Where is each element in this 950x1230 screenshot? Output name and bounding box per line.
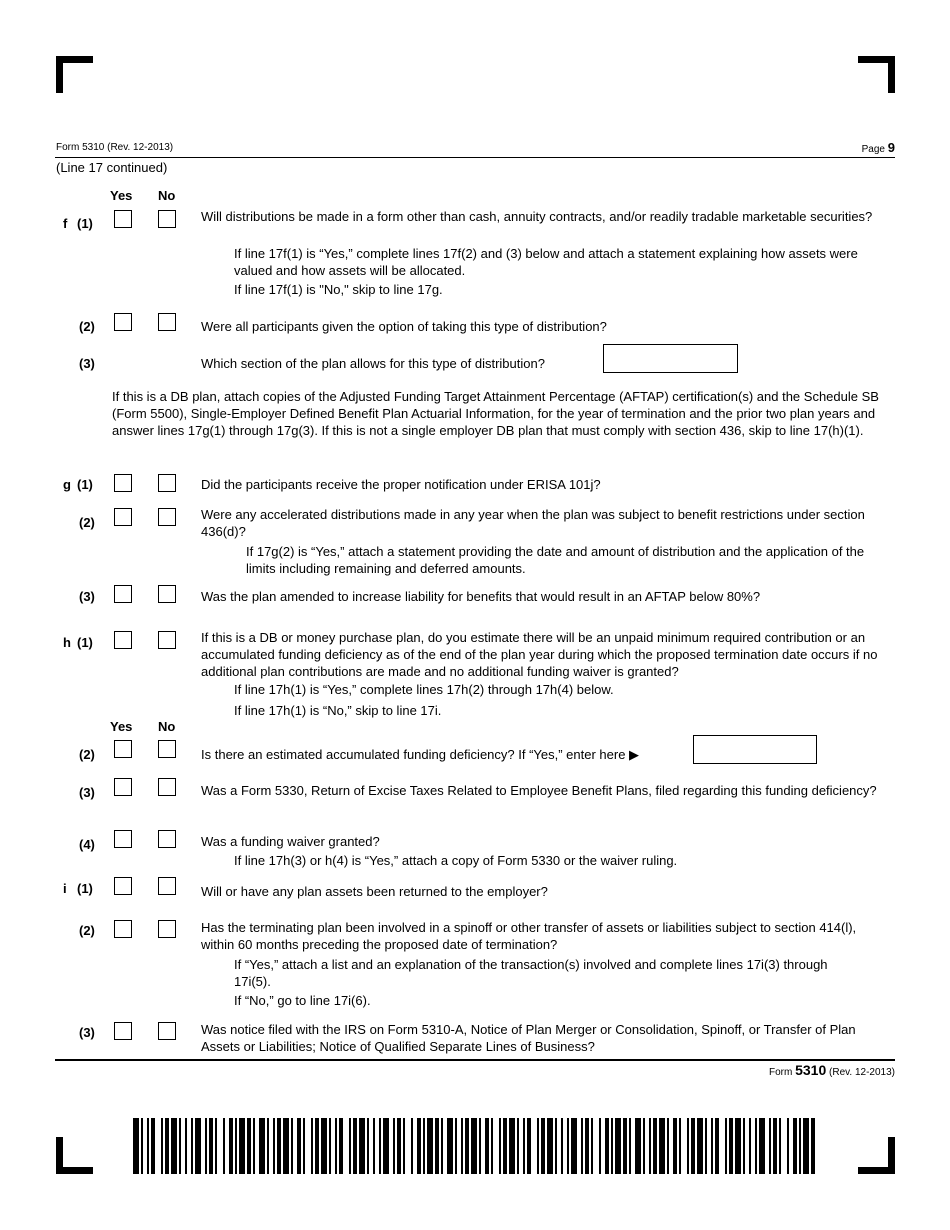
header-rule [55, 157, 895, 158]
line-g2-number: (2) [79, 515, 95, 530]
g3-yes-checkbox[interactable] [114, 585, 132, 603]
i2-note-no: If “No,” go to line 17i(6). [234, 993, 371, 1008]
g2-question: Were any accelerated distributions made in any year when the plan was subject to benefit restrictions under section 436(d)? [201, 507, 865, 539]
i1-no-checkbox[interactable] [158, 877, 176, 895]
line-h2-number: (2) [79, 747, 95, 762]
form-label: Form 5310 (Rev. 12-2013) [56, 142, 174, 153]
h3-question: Was a Form 5330, Return of Excise Taxes Related to Employee Benefit Plans, filed regarding this funding deficiency? [201, 783, 877, 798]
i3-yes-checkbox[interactable] [114, 1022, 132, 1040]
line-i1-number: (1) [77, 881, 93, 896]
h1-question: If this is a DB or money purchase plan, do you estimate there will be an unpaid minimum required contribution or an accumulated funding deficiency as of the end of the plan year during which the proposed termination date occurs if no additional plan contributions are made and no additional funding waiver is granted? [201, 630, 878, 679]
h4-note: If line 17h(3) or h(4) is “Yes,” attach a copy of Form 5330 or the waiver ruling. [234, 853, 678, 868]
h1-note-yes: If line 17h(1) is “Yes,” complete lines 17h(2) through 17h(4) below. [234, 682, 614, 697]
line-f1-number: (1) [77, 216, 93, 231]
g1-yes-checkbox[interactable] [114, 474, 132, 492]
f1-question: Will distributions be made in a form other than cash, annuity contracts, and/or readily tradable marketable securities? [201, 209, 873, 224]
f2-yes-checkbox[interactable] [114, 313, 132, 331]
h3-no-checkbox[interactable] [158, 778, 176, 796]
f1-no-checkbox[interactable] [158, 210, 176, 228]
line-g1-number: (1) [77, 477, 93, 492]
page-number [862, 140, 895, 155]
f1-note-yes: If line 17f(1) is “Yes,” complete lines 17f(2) and (3) below and attach a statement explaining how assets were valued and how assets will be allocated. [234, 246, 858, 278]
i2-yes-checkbox[interactable] [114, 920, 132, 938]
h2-yes-checkbox[interactable] [114, 740, 132, 758]
corner-mark-bottom-left-v [56, 1137, 63, 1174]
line-g3-number: (3) [79, 589, 95, 604]
h1-yes-checkbox[interactable] [114, 631, 132, 649]
line-h1-number: (1) [77, 635, 93, 650]
g2-yes-checkbox[interactable] [114, 508, 132, 526]
g1-no-checkbox[interactable] [158, 474, 176, 492]
i2-no-checkbox[interactable] [158, 920, 176, 938]
footer-form-word: Form [768, 1067, 793, 1078]
yes-column-header-repeat: Yes [110, 719, 133, 734]
i3-question: Was notice filed with the IRS on Form 5310-A, Notice of Plan Merger or Consolidation, Spinoff, or Transfer of Plan Assets or Liabilities; Notice of Qualified Separate Lines of Business? [201, 1022, 856, 1054]
footer-rule [55, 1059, 895, 1061]
f2-question: Were all participants given the option of taking this type of distribution? [201, 319, 607, 334]
g3-no-checkbox[interactable] [158, 585, 176, 603]
line-h3-number: (3) [79, 785, 95, 800]
line-f2-number: (2) [79, 319, 95, 334]
line-f3-number: (3) [79, 356, 95, 371]
f2-no-checkbox[interactable] [158, 313, 176, 331]
i1-yes-checkbox[interactable] [114, 877, 132, 895]
barcode-image [133, 1118, 815, 1174]
form-footer [769, 1062, 895, 1078]
db-plan-instructions: If this is a DB plan, attach copies of the Adjusted Funding Target Attainment Percentage (AFTAP) certification(s) and the Schedule SB (Form 5500), Single-Employer Defined Benefit Plan Actuarial Information, for the year of termination and the prior two plan years and answer lines 17g(1) through 17g(3). If this is not a single employer DB plan that must comply with section 436, skip to line 17(h)(1). [112, 389, 879, 438]
corner-mark-top-left-v [56, 56, 63, 93]
line-i2-number: (2) [79, 923, 95, 938]
line-letter-g: g [63, 477, 71, 492]
no-column-header-repeat: No [158, 719, 176, 734]
line-letter-h: h [63, 635, 71, 650]
f1-note-no: If line 17f(1) is "No," skip to line 17g. [234, 282, 443, 297]
h2-no-checkbox[interactable] [158, 740, 176, 758]
g1-question: Did the participants receive the proper notification under ERISA 101j? [201, 477, 601, 492]
no-column-header: No [158, 188, 176, 203]
page-prefix: Page [861, 144, 885, 155]
line-letter-f: f [63, 216, 68, 231]
g2-no-checkbox[interactable] [158, 508, 176, 526]
corner-mark-top-right-v [888, 56, 895, 93]
h4-yes-checkbox[interactable] [114, 830, 132, 848]
yes-column-header: Yes [110, 188, 133, 203]
i2-question: Has the terminating plan been involved in a spinoff or other transfer of assets or liabilities subject to section 414(l), within 60 months preceding the proposed date of termination? [201, 920, 857, 952]
h1-note-no: If line 17h(1) is “No,” skip to line 17i. [234, 703, 442, 718]
page-number-value: 9 [887, 140, 895, 155]
h4-no-checkbox[interactable] [158, 830, 176, 848]
i1-question: Will or have any plan assets been returned to the employer? [201, 884, 548, 899]
corner-mark-bottom-right-v [888, 1137, 895, 1174]
continued-label: (Line 17 continued) [56, 160, 168, 175]
footer-form-number: 5310 [795, 1062, 827, 1078]
i3-no-checkbox[interactable] [158, 1022, 176, 1040]
f3-plan-section-input[interactable] [603, 344, 738, 373]
h1-no-checkbox[interactable] [158, 631, 176, 649]
f1-yes-checkbox[interactable] [114, 210, 132, 228]
line-h4-number: (4) [79, 837, 95, 852]
footer-rev: (Rev. 12-2013) [829, 1067, 895, 1078]
h3-yes-checkbox[interactable] [114, 778, 132, 796]
f3-question: Which section of the plan allows for this type of distribution? [201, 356, 545, 371]
line-letter-i: i [63, 881, 67, 896]
g3-question: Was the plan amended to increase liability for benefits that would result in an AFTAP below 80%? [201, 589, 761, 604]
line-i3-number: (3) [79, 1025, 95, 1040]
i2-note-yes: If “Yes,” attach a list and an explanation of the transaction(s) involved and complete lines 17i(3) through 17i(5). [234, 957, 828, 989]
h2-question: Is there an estimated accumulated funding deficiency? If “Yes,” enter here ▶ [201, 747, 640, 762]
h2-deficiency-amount-input[interactable] [693, 735, 817, 764]
g2-note: If 17g(2) is “Yes,” attach a statement providing the date and amount of distribution and the application of the limits including remaining and deferred amounts. [246, 544, 865, 576]
h4-question: Was a funding waiver granted? [201, 834, 380, 849]
